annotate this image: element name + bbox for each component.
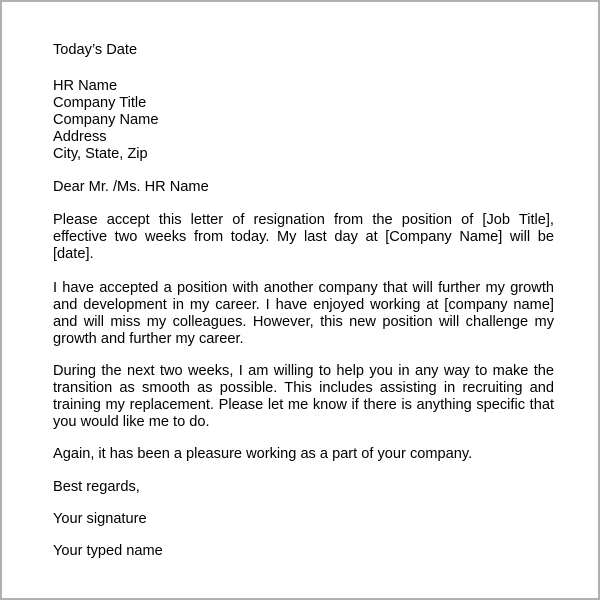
- paragraph-4: Again, it has been a pleasure working as a part of your company.: [53, 446, 473, 462]
- letter-date: Today’s Date: [53, 42, 138, 58]
- typed-name: Your typed name: [53, 543, 163, 559]
- paragraph-3: During the next two weeks, I am willing to help you in any way to make the transition as smooth as possible. This includes assisting in recruiting and training my replacement. Please let me know if there is anything specific that you would like me to do.: [53, 363, 554, 430]
- recipient-street: Address: [53, 129, 107, 145]
- signature: Your signature: [53, 511, 147, 527]
- recipient-title: Company Title: [53, 95, 147, 111]
- paragraph-1: Please accept this letter of resignation from the position of [Job Title], effective two weeks from today. My last day at [Company Name] will be [date].: [53, 212, 554, 262]
- recipient-company: Company Name: [53, 112, 159, 128]
- paragraph-2: I have accepted a position with another company that will further my growth and development in my career. I have enjoyed working at [company name] and will miss my colleagues. However, this new position will challenge my growth and further my career.: [53, 280, 554, 347]
- recipient-address: [53, 78, 554, 163]
- recipient-city: City, State, Zip: [53, 146, 148, 162]
- salutation: Dear Mr. /Ms. HR Name: [53, 179, 209, 195]
- closing: Best regards,: [53, 479, 140, 495]
- recipient-name: HR Name: [53, 78, 118, 94]
